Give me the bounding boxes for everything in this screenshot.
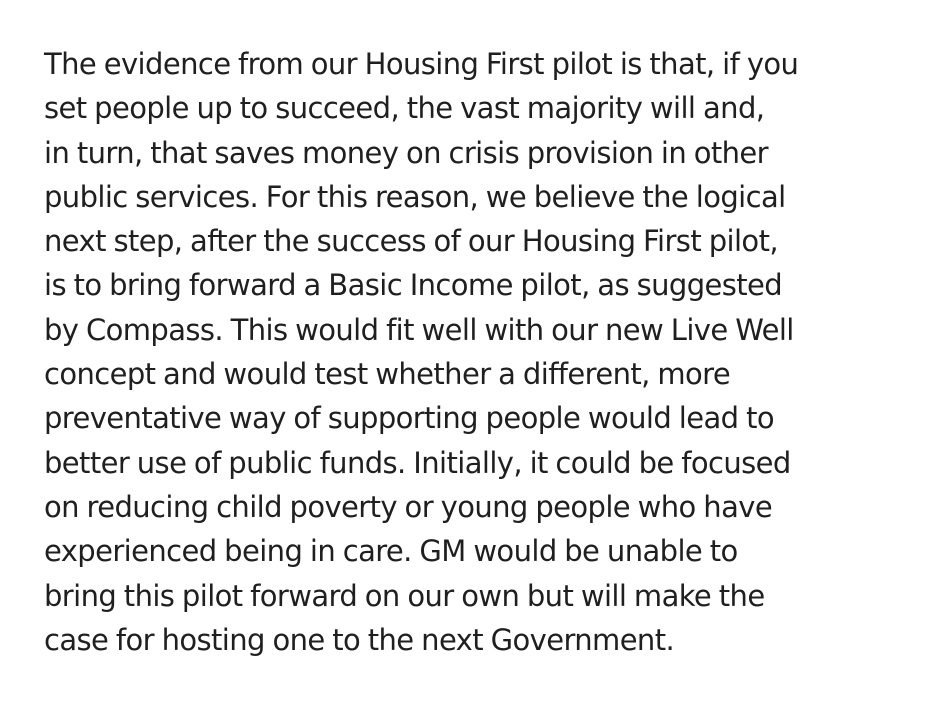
paragraph-line: next step, after the success of our Housing First pilot, xyxy=(44,224,778,259)
paragraph-line: bring this pilot forward on our own but will make the xyxy=(44,578,765,613)
paragraph-line: better use of public funds. Initially, it could be focused xyxy=(44,445,791,480)
paragraph-line: is to bring forward a Basic Income pilot, as suggested xyxy=(44,268,783,303)
paragraph-line: public services. For this reason, we believe the logical xyxy=(44,179,786,214)
paragraph-line: experienced being in care. GM would be unable to xyxy=(44,534,738,569)
paragraph-line: in turn, that saves money on crisis provision in other xyxy=(44,135,768,170)
paragraph-line: case for hosting one to the next Government. xyxy=(44,622,675,657)
paragraph-line: The evidence from our Housing First pilot is that, if you xyxy=(44,47,799,81)
paragraph-line: concept and would test whether a different, more xyxy=(44,357,731,392)
paragraph-line: set people up to succeed, the vast majority will and, xyxy=(44,91,765,126)
body-paragraph xyxy=(44,42,914,662)
paragraph-line: preventative way of supporting people would lead to xyxy=(44,401,775,436)
document-body xyxy=(44,42,914,662)
paragraph-line: by Compass. This would fit well with our new Live Well xyxy=(44,312,794,347)
paragraph-line: on reducing child poverty or young people who have xyxy=(44,489,773,524)
